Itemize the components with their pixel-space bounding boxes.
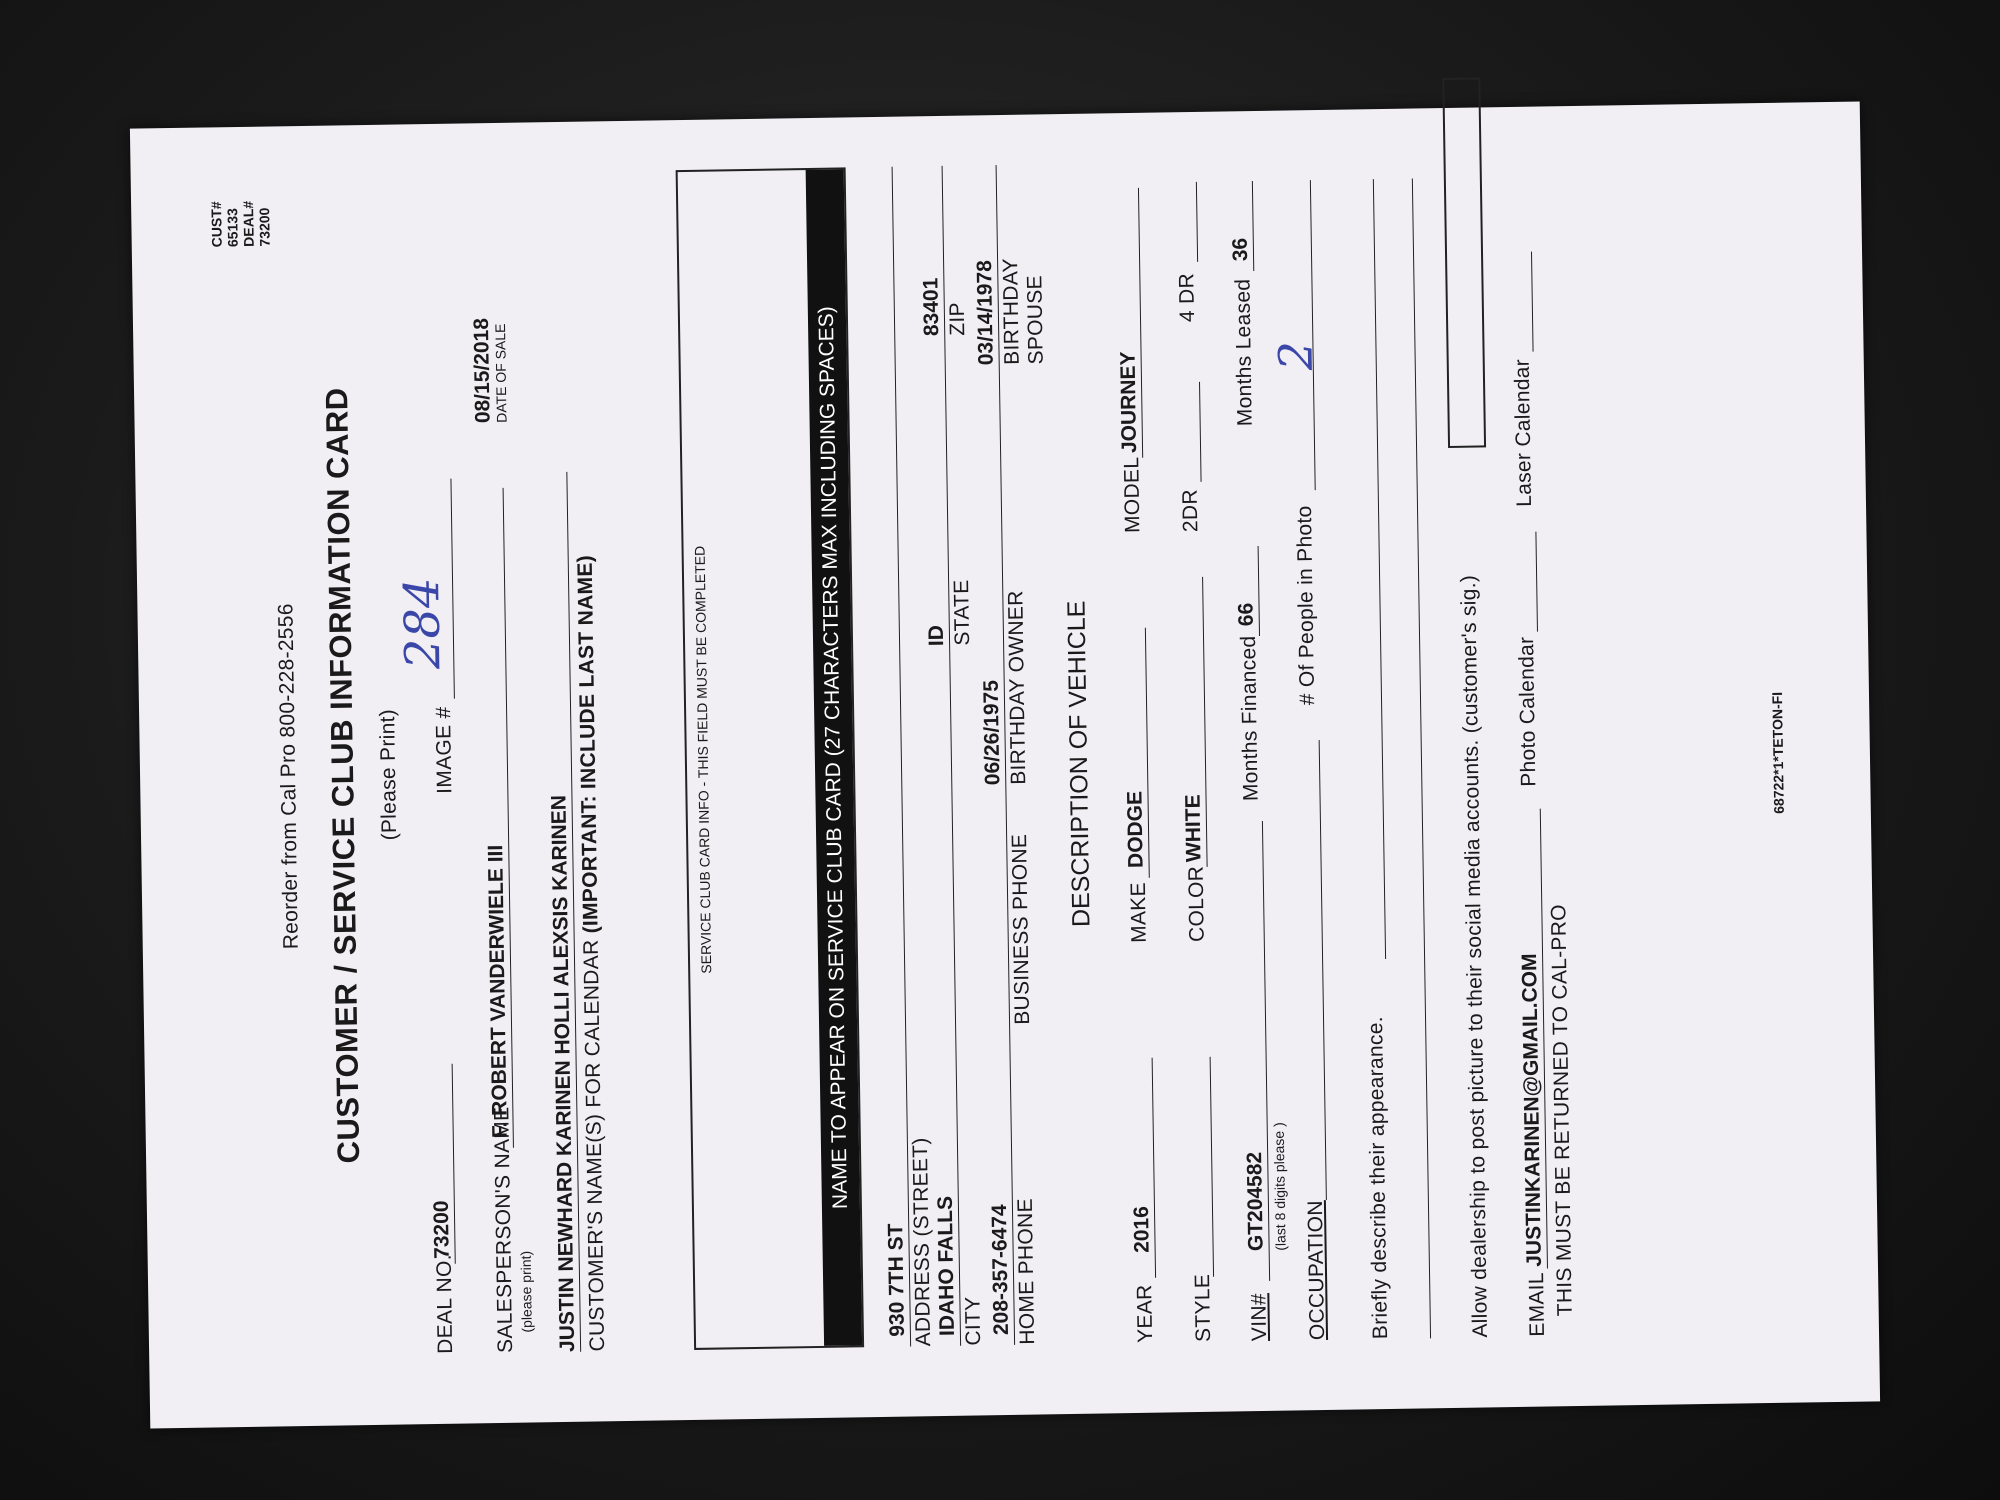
state-label: STATE <box>950 579 975 646</box>
months-financed-label: Months Financed <box>1236 635 1263 802</box>
birthday-owner-value[interactable]: 06/26/1975 <box>979 679 1005 786</box>
zip-value[interactable]: 83401 <box>919 277 944 337</box>
laser-calendar-label: Laser Calendar <box>1510 358 1537 507</box>
customer-signature-box[interactable] <box>1442 77 1486 448</box>
people-in-photo-value[interactable]: 2 <box>1268 340 1323 371</box>
street-value[interactable]: 930 7TH ST <box>884 1223 909 1337</box>
model-label: MODEL <box>1120 456 1145 534</box>
style-label: STYLE <box>1191 1273 1216 1343</box>
business-phone-label: BUSINESS PHONE <box>1008 833 1035 1025</box>
year-label: YEAR <box>1133 1284 1158 1344</box>
city-value[interactable]: IDAHO FALLS <box>933 1195 959 1337</box>
color-value[interactable]: WHITE <box>1181 794 1206 863</box>
home-phone-label: HOME PHONE <box>1013 1198 1040 1345</box>
birthday-spouse-label: BIRTHDAY SPOUSE <box>999 258 1048 366</box>
return-note: THIS MUST BE RETURNED TO CAL-PRO <box>1547 903 1577 1317</box>
form-title: CUSTOMER / SERVICE CLUB INFORMATION CARD <box>318 387 367 1164</box>
date-of-sale-label: DATE OF SALE <box>492 323 510 423</box>
service-club-bar: NAME TO APPEAR ON SERVICE CLUB CARD (27 CHARACTERS MAX INCLUDING SPACES) <box>806 169 862 1345</box>
birthday-owner-label: BIRTHDAY OWNER <box>1004 590 1031 785</box>
vin-note: (last 8 digits please ) <box>1270 1122 1289 1251</box>
corner-ids <box>208 176 273 247</box>
customer-names-label: CUSTOMER'S NAME(S) FOR CALENDAR (IMPORTANT: INCLUDE LAST NAME) <box>573 554 610 1352</box>
vin-value[interactable]: GT204582 <box>1243 1151 1268 1252</box>
please-print: (Please Print) <box>376 708 402 841</box>
customer-names[interactable]: JUSTIN NEWHARD KARINEN HOLLI ALEXSIS KARINEN <box>547 794 580 1353</box>
image-label: IMAGE # <box>432 706 457 794</box>
months-leased-value[interactable]: 36 <box>1228 237 1253 262</box>
model-value[interactable]: JOURNEY <box>1116 351 1142 454</box>
salesperson-label: SALESPERSON'S NAME <box>490 1106 518 1354</box>
service-club-note: SERVICE CLUB CARD INFO - THIS FIELD MUST BE COMPLETED <box>691 545 715 974</box>
deal-number-top: DEAL# 73200 <box>240 200 273 247</box>
4dr-label: 4 DR <box>1175 272 1200 323</box>
year-value[interactable]: 2016 <box>1129 1206 1154 1254</box>
street-label: ADDRESS (STREET) <box>908 1137 936 1347</box>
people-in-photo-label: # Of People in Photo <box>1292 505 1320 706</box>
2dr-label: 2DR <box>1178 488 1203 533</box>
deal-no-label: DEAL NO. <box>432 1254 458 1355</box>
home-phone-value[interactable]: 208-357-6474 <box>987 1204 1013 1336</box>
reorder-note: Reorder from Cal Pro 800-228-2556 <box>274 603 303 950</box>
email-value[interactable]: JUSTINKARINEN@GMAIL.COM <box>1518 953 1546 1267</box>
vin-label: VIN# <box>1247 1293 1272 1342</box>
deal-no-value[interactable]: 73200 <box>429 1200 454 1260</box>
color-label: COLOR <box>1184 865 1209 943</box>
make-label: MAKE <box>1126 882 1151 944</box>
social-media-allow-label: Allow dealership to post picture to their social media accounts. (customer's sig.) <box>1457 574 1493 1338</box>
paper-form <box>130 101 1880 1428</box>
months-financed-value[interactable]: 66 <box>1234 602 1258 627</box>
months-leased-label: Months Leased <box>1231 278 1257 427</box>
make-value[interactable]: DODGE <box>1123 790 1148 869</box>
zip-label: ZIP <box>945 301 970 336</box>
occupation-label: OCCUPATION <box>1303 1200 1330 1341</box>
service-club-box[interactable] <box>676 167 865 1350</box>
image-number[interactable]: 284 <box>393 577 452 670</box>
birthday-spouse-value[interactable]: 03/14/1978 <box>973 259 998 366</box>
email-label: EMAIL <box>1525 1272 1550 1337</box>
salesperson-sublabel: (please print) <box>517 1250 535 1333</box>
cust-number: CUST# 65133 <box>208 201 241 248</box>
service-club-card <box>176 152 1835 1378</box>
city-label: CITY <box>961 1296 986 1346</box>
state-value[interactable]: ID <box>924 624 949 647</box>
photo-calendar-label: Photo Calendar <box>1515 636 1541 787</box>
salesperson-name[interactable]: F. ROBERT VANDERWIELE III <box>484 844 512 1139</box>
vehicle-heading: DESCRIPTION OF VEHICLE <box>1062 600 1096 928</box>
form-code: 68722*1*TETON-FI <box>1768 691 1787 814</box>
date-of-sale[interactable]: 08/15/2018 <box>469 317 495 424</box>
describe-label: Briefly describe their appearance. <box>1363 1015 1393 1340</box>
